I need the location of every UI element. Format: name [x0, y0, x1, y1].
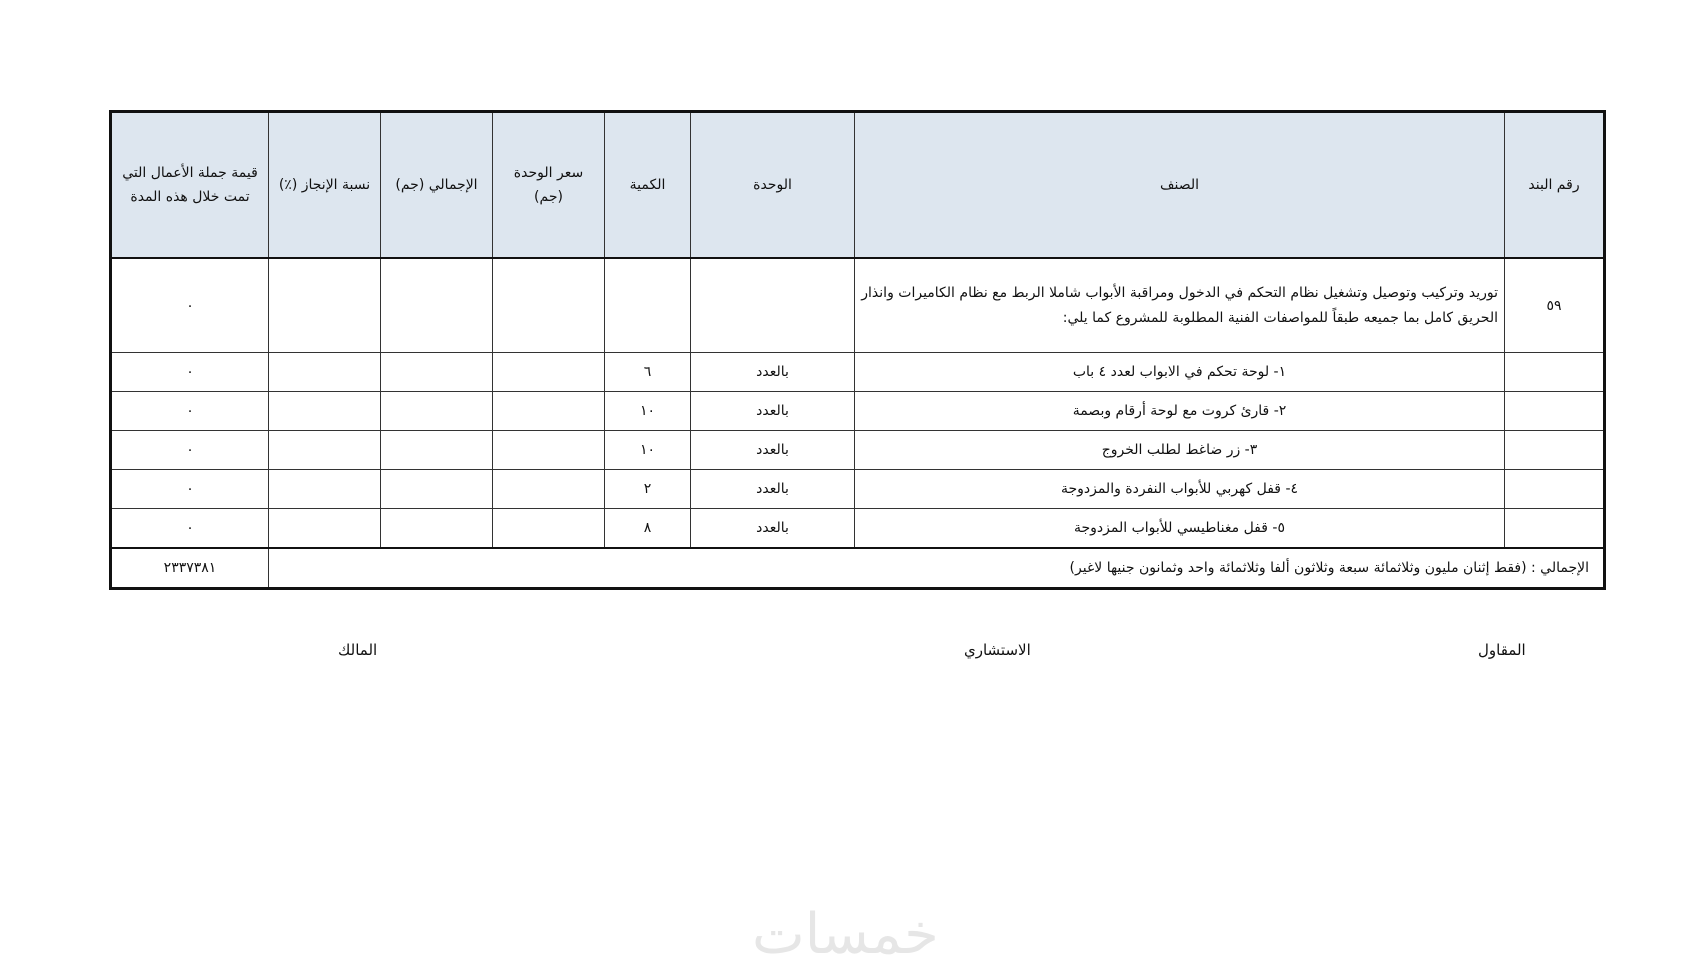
- unit-cell: بالعدد: [691, 353, 855, 392]
- quantity-cell: [605, 258, 691, 353]
- unit-price-cell: [493, 509, 605, 549]
- table-row: [111, 392, 1605, 431]
- description-cell: ٤- قفل كهربي للأبواب النفردة والمزدوجة: [855, 470, 1505, 509]
- header-row: [111, 112, 1605, 259]
- item-no-cell: ٥٩: [1505, 258, 1605, 353]
- header-description: الصنف: [855, 112, 1505, 259]
- boq-table: [109, 110, 1606, 590]
- item-no-cell: [1505, 353, 1605, 392]
- period-value-cell: ٠: [111, 509, 269, 549]
- header-unit: الوحدة: [691, 112, 855, 259]
- quantity-cell: ١٠: [605, 392, 691, 431]
- description-cell: ٣- زر ضاغط لطلب الخروج: [855, 431, 1505, 470]
- unit-price-cell: [493, 470, 605, 509]
- header-quantity: الكمية: [605, 112, 691, 259]
- unit-cell: بالعدد: [691, 509, 855, 549]
- table-row: [111, 353, 1605, 392]
- period-value-cell: ٠: [111, 353, 269, 392]
- completion-cell: [269, 431, 381, 470]
- table-row: [111, 258, 1605, 353]
- header-unit-price: سعر الوحدة (جم): [493, 112, 605, 259]
- completion-cell: [269, 509, 381, 549]
- unit-cell: بالعدد: [691, 470, 855, 509]
- unit-cell: [691, 258, 855, 353]
- total-row: [111, 548, 1605, 589]
- completion-cell: [269, 258, 381, 353]
- total-cell: [381, 431, 493, 470]
- unit-price-cell: [493, 392, 605, 431]
- total-cell: [381, 470, 493, 509]
- unit-price-cell: [493, 258, 605, 353]
- total-cell: [381, 353, 493, 392]
- contractor-signature-label: المقاول: [1478, 641, 1526, 659]
- description-cell: توريد وتركيب وتوصيل وتشغيل نظام التحكم في الدخول ومراقبة الأبواب شاملا الربط مع نظام الكاميرات وانذار الحريق كامل بما جميعه طبقاً للمواصفات الفنية المطلوبة للمشروع كما يلي:: [855, 258, 1505, 353]
- completion-cell: [269, 392, 381, 431]
- item-no-cell: [1505, 392, 1605, 431]
- period-value-cell: ٠: [111, 470, 269, 509]
- boq-sheet: [109, 110, 1603, 590]
- consultant-signature-label: الاستشاري: [964, 641, 1031, 659]
- owner-signature-label: المالك: [338, 641, 378, 659]
- quantity-cell: ١٠: [605, 431, 691, 470]
- period-value-cell: ٠: [111, 392, 269, 431]
- header-total: الإجمالي (جم): [381, 112, 493, 259]
- quantity-cell: ٨: [605, 509, 691, 549]
- unit-cell: بالعدد: [691, 392, 855, 431]
- completion-cell: [269, 353, 381, 392]
- description-cell: ١- لوحة تحكم في الابواب لعدد ٤ باب: [855, 353, 1505, 392]
- total-cell: [381, 392, 493, 431]
- header-period-value: قيمة جملة الأعمال التي تمت خلال هذه المدة: [111, 112, 269, 259]
- table-row: [111, 431, 1605, 470]
- header-item-no: رقم البند: [1505, 112, 1605, 259]
- period-value-cell: ٠: [111, 258, 269, 353]
- quantity-cell: ٢: [605, 470, 691, 509]
- table-row: [111, 509, 1605, 549]
- watermark-logo: خمسات: [752, 902, 939, 967]
- description-cell: ٢- قارئ كروت مع لوحة أرقام وبصمة: [855, 392, 1505, 431]
- total-cell: [381, 509, 493, 549]
- completion-cell: [269, 470, 381, 509]
- total-value: ٢٣٣٧٣٨١: [111, 548, 269, 589]
- item-no-cell: [1505, 470, 1605, 509]
- table-row: [111, 470, 1605, 509]
- period-value-cell: ٠: [111, 431, 269, 470]
- unit-price-cell: [493, 353, 605, 392]
- unit-cell: بالعدد: [691, 431, 855, 470]
- total-label: الإجمالي : (فقط إثنان مليون وثلاثمائة سبعة وثلاثون ألفا وثلاثمائة واحد وثمانون جنيها لاغير): [269, 548, 1605, 589]
- quantity-cell: ٦: [605, 353, 691, 392]
- item-no-cell: [1505, 431, 1605, 470]
- unit-price-cell: [493, 431, 605, 470]
- item-no-cell: [1505, 509, 1605, 549]
- description-cell: ٥- قفل مغناطيسي للأبواب المزدوجة: [855, 509, 1505, 549]
- header-completion: نسبة الإنجاز (٪): [269, 112, 381, 259]
- total-cell: [381, 258, 493, 353]
